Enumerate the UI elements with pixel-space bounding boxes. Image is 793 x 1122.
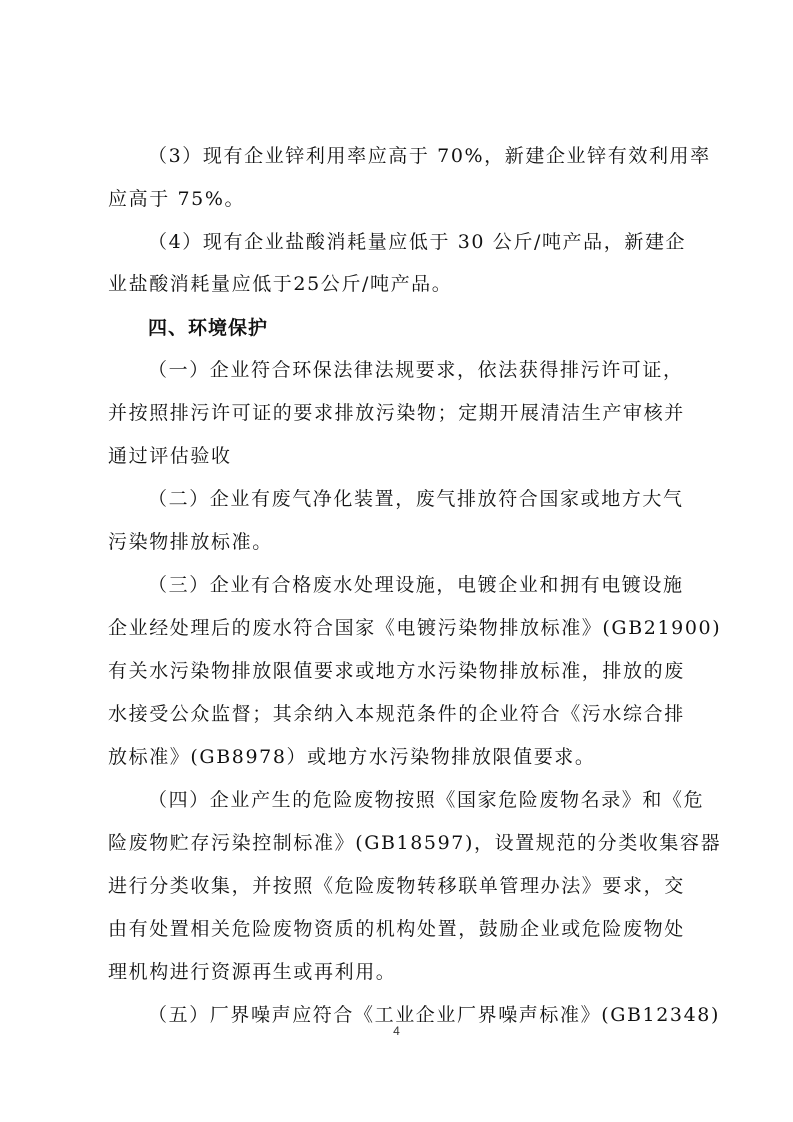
- text-line: （五）厂界噪声应符合《工业企业厂界噪声标准》(GB12348): [148, 1004, 721, 1026]
- text-line: 应高于 75%。: [108, 188, 246, 210]
- text-line: 并按照排污许可证的要求排放污染物；定期开展清洁生产审核并: [108, 402, 685, 424]
- text-line: 由有处置相关危险废物资质的机构处置，鼓励企业或危险废物处: [108, 918, 685, 940]
- paragraph-line: [0, 653, 793, 689]
- paragraph-line: [0, 352, 793, 388]
- paragraph-line: [0, 224, 793, 260]
- text-line: 理机构进行资源再生或再利用。: [108, 961, 397, 983]
- text-line: （一）企业符合环保法律法规要求，依法获得排污许可证，: [148, 359, 684, 381]
- paragraph-line: [0, 868, 793, 904]
- text-line: 险废物贮存污染控制标准》(GB18597)，设置规范的分类收集容器: [108, 832, 722, 854]
- paragraph-line: [0, 524, 793, 560]
- paragraph-line: [0, 610, 793, 646]
- section-title: 四、环境保护: [148, 317, 269, 339]
- paragraph-line: [0, 825, 793, 861]
- text-line: 通过评估验收: [108, 445, 232, 467]
- paragraph-line: [0, 739, 793, 775]
- text-line: （二）企业有废气净化装置，废气排放符合国家或地方大气: [148, 488, 684, 510]
- paragraph-line: [0, 954, 793, 990]
- paragraph-line: [0, 438, 793, 474]
- page-number: 4: [393, 1024, 400, 1038]
- paragraph-line: [0, 911, 793, 947]
- text-line: 有关水污染物排放限值要求或地方水污染物排放标准，排放的废: [108, 660, 685, 682]
- text-line: 企业经处理后的废水符合国家《电镀污染物排放标准》(GB21900): [108, 617, 722, 639]
- text-line: （四）企业产生的危险废物按照《国家危险废物名录》和《危: [148, 789, 705, 811]
- paragraph-line: [0, 138, 793, 174]
- paragraph-line: [0, 266, 793, 302]
- section-heading: [0, 310, 793, 346]
- text-line: 业盐酸消耗量应低于25公斤/吨产品。: [108, 273, 453, 295]
- paragraph-line: [0, 567, 793, 603]
- text-line: 进行分类收集，并按照《危险废物转移联单管理办法》要求，交: [108, 875, 685, 897]
- paragraph-line: [0, 181, 793, 217]
- text-line: 放标准》(GB8978）或地方水污染物排放限值要求。: [108, 746, 596, 768]
- text-line: 水接受公众监督；其余纳入本规范条件的企业符合《污水综合排: [108, 703, 685, 725]
- text-line: （3）现有企业锌利用率应高于 70%，新建企业锌有效利用率: [148, 145, 711, 167]
- paragraph-line: [0, 696, 793, 732]
- paragraph-line: [0, 395, 793, 431]
- text-line: （三）企业有合格废水处理设施，电镀企业和拥有电镀设施: [148, 574, 684, 596]
- text-line: （4）现有企业盐酸消耗量应低于 30 公斤/吨产品，新建企: [148, 231, 687, 253]
- paragraph-line: [0, 481, 793, 517]
- paragraph-line: [0, 782, 793, 818]
- text-line: 污染物排放标准。: [108, 531, 273, 553]
